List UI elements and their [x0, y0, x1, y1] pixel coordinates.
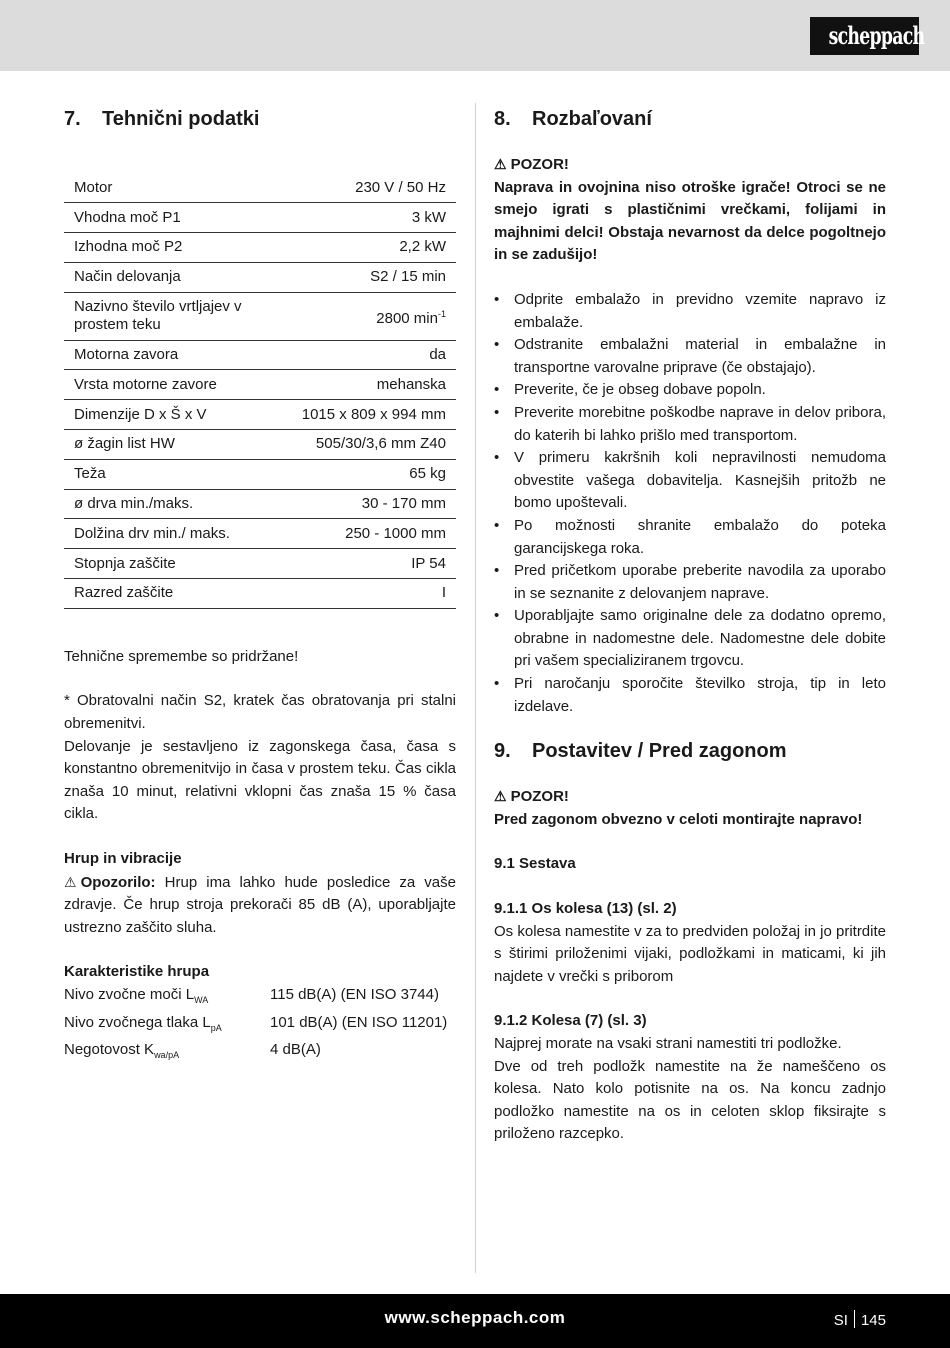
spec-label: Način delovanja	[64, 262, 292, 292]
spec-row	[64, 459, 456, 489]
page-footer	[0, 1294, 950, 1348]
list-item: • Preverite morebitne poškodbe naprave in delov pribora, do katerih bi lahko prišlo med transportom.	[494, 402, 886, 447]
spec-value: 30 - 170 mm	[292, 489, 456, 519]
spec-value: 2800 $\min^{-1}$	[292, 292, 456, 340]
spec-label: Stopnja zaščite	[64, 549, 292, 579]
spec-label: ø drva min./maks.	[64, 489, 292, 519]
section-9-1-heading: 9.1 Sestava	[494, 855, 576, 873]
spec-label: Nazivno število vrtljajev v prostem teku	[64, 292, 292, 340]
spec-value: da	[292, 340, 456, 370]
warning-triangle-icon: ⚠	[64, 873, 77, 890]
spec-value: 1015 x 809 x 994 mm	[292, 400, 456, 430]
tech-specs-table	[64, 173, 456, 609]
spec-row	[64, 519, 456, 549]
spec-value: I	[292, 579, 456, 609]
unpacking-list	[494, 289, 886, 718]
section-9-1-2-text-1: Najprej morate na vsaki strani namestiti tri podložke.	[494, 1035, 842, 1052]
noise-value: 4 dB(A)	[270, 1041, 321, 1059]
list-item: • V primeru kakršnih koli nepravilnosti nemudoma obvestite vašega dobavitelja. Kasnejših pritožb ne bomo upoštevali.	[494, 447, 886, 515]
footer-separator	[854, 1310, 855, 1328]
noise-label: Nivo zvočnega tlaka $L_{pA}$	[64, 1013, 222, 1033]
footnote: * Obratovalni način S2, kratek čas obratovanja pri stalni obremenitvi.	[64, 692, 456, 733]
noise-row	[64, 1012, 456, 1040]
right-column	[494, 104, 886, 1146]
spec-row	[64, 292, 456, 340]
noise-label: Negotovost $K_{wa/pA}$	[64, 1041, 180, 1061]
spec-row	[64, 549, 456, 579]
column-divider	[475, 103, 476, 1273]
spec-row	[64, 203, 456, 233]
list-item: • Pred pričetkom uporabe preberite navodila za uporabo in se seznanite z delovanjem naprave.	[494, 560, 886, 605]
section-8-heading: 8. Rozbaľovaní	[494, 108, 652, 130]
page-header	[0, 0, 950, 71]
spec-value: IP 54	[292, 549, 456, 579]
list-item: • Pri naročanju sporočite številko stroja, tip in leto izdelave.	[494, 673, 886, 718]
footnote-detail: Delovanje je sestavljeno iz zagonskega časa, časa s konstantno obremenitvijo in časa v prostem teku. Čas cikla znaša 10 minut, relativni vklopni čas znaša 15 % časa cikla.	[64, 737, 456, 823]
spec-row	[64, 489, 456, 519]
spec-value: 250 - 1000 mm	[292, 519, 456, 549]
spec-row	[64, 262, 456, 292]
section-9-heading: 9. Postavitev / Pred zagonom	[494, 740, 787, 763]
spec-value: 65 kg	[292, 459, 456, 489]
spec-row	[64, 370, 456, 400]
noise-values	[64, 984, 456, 1067]
spec-label: Teža	[64, 459, 292, 489]
section-7-heading: 7. Tehnični podatki	[64, 108, 260, 130]
section-9-1-2-heading: 9.1.2 Kolesa (7) (sl. 3)	[494, 1012, 647, 1030]
spec-label: ø žagin list HW	[64, 430, 292, 460]
noise-label: Nivo zvočne moči $L_{WA}$	[64, 985, 209, 1005]
noise-warning: ⚠ Opozorilo: Hrup ima lahko hude posledice za vaše zdravje. Če hrup stroja prekorači 85 dB (A), uporabljajte ustrezno zaščito sluha.	[64, 871, 456, 940]
spec-value: 230 V / 50 Hz	[292, 173, 456, 203]
spec-label: Vhodna moč P1	[64, 203, 292, 233]
spec-label: Razred zaščite	[64, 579, 292, 609]
section-9-1-1-heading: 9.1.1 Os kolesa (13) (sl. 2)	[494, 900, 677, 918]
section-9-warning-title: ⚠ POZOR!	[494, 785, 886, 809]
warning-triangle-icon: ⚠	[494, 788, 507, 805]
spec-row	[64, 233, 456, 263]
section-9-warning-text: Pred zagonom obvezno v celoti montirajte napravo!	[494, 810, 863, 828]
list-item: • Odstranite embalažni material in embalažne in transportne varovalne priprave (če obstajajo).	[494, 334, 886, 379]
warning-triangle-icon: ⚠	[494, 156, 507, 172]
spec-row	[64, 340, 456, 370]
spec-row	[64, 430, 456, 460]
spec-row	[64, 579, 456, 609]
spec-label: Motorna zavora	[64, 340, 292, 370]
spec-label: Izhodna moč P2	[64, 233, 292, 263]
noise-row	[64, 1039, 456, 1067]
footer-url: www.scheppach.com	[384, 1308, 566, 1327]
page-number: SI 145	[833, 1312, 886, 1329]
tech-changes-note: Tehnične spremembe so pridržane!	[64, 647, 299, 665]
spec-label: Vrsta motorne zavore	[64, 370, 292, 400]
spec-value: S2 / 15 min	[292, 262, 456, 292]
brand-logo: scheppach	[810, 17, 919, 55]
spec-value: 2,2 kW	[292, 233, 456, 263]
spec-value: 3 kW	[292, 203, 456, 233]
noise-value: 115 dB(A) (EN ISO 3744)	[270, 985, 439, 1003]
noise-characteristics-heading: Karakteristike hrupa	[64, 963, 210, 981]
spec-label: Motor	[64, 173, 292, 203]
left-column	[64, 104, 456, 1067]
spec-value: 505/30/3,6 mm Z40	[292, 430, 456, 460]
section-9-1-2-text-2: Dve od treh podložk namestite na že nameščeno os kolesa. Nato kolo potisnite na os. Na koncu zadnjo podložko namestite na os in celoten sklop fiksirajte s priloženo razcepko.	[494, 1057, 886, 1143]
noise-value: 101 dB(A) (EN ISO 11201)	[270, 1013, 448, 1031]
spec-row	[64, 400, 456, 430]
list-item: • Uporabljajte samo originalne dele za dodatno opremo, obrabne in nadomestne dele. Nadomestne dele dobite pri vašem specializiranem trgovcu.	[494, 605, 886, 673]
list-item: • Po možnosti shranite embalažo do poteka garancijskega roka.	[494, 515, 886, 560]
noise-heading: Hrup in vibracije	[64, 850, 182, 868]
section-8-warning-text: Naprava in ovojnina niso otroške igrače! Otroci se ne smejo igrati s plastičnimi vrečkami, folijami in majhnimi delci! Obstaja nevarnost da delce pogoltnejo in se zadušijo!	[494, 178, 886, 264]
list-item: • Preverite, če je obseg dobave popoln.	[494, 379, 886, 402]
section-9-1-1-text: Os kolesa namestite v za to predviden položaj in jo pritrdite s štirimi priloženimi vijaki, podložkami in maticami, ki jih najdete v vrečki s priborom	[494, 922, 886, 985]
spec-label: Dimenzije D x Š x V	[64, 400, 292, 430]
section-8-warning-title: ⚠ POZOR!	[494, 153, 886, 177]
spec-label: Dolžina drv min./ maks.	[64, 519, 292, 549]
noise-row	[64, 984, 456, 1012]
spec-row	[64, 173, 456, 203]
spec-value: mehanska	[292, 370, 456, 400]
list-item: • Odprite embalažo in previdno vzemite napravo iz embalaže.	[494, 289, 886, 334]
